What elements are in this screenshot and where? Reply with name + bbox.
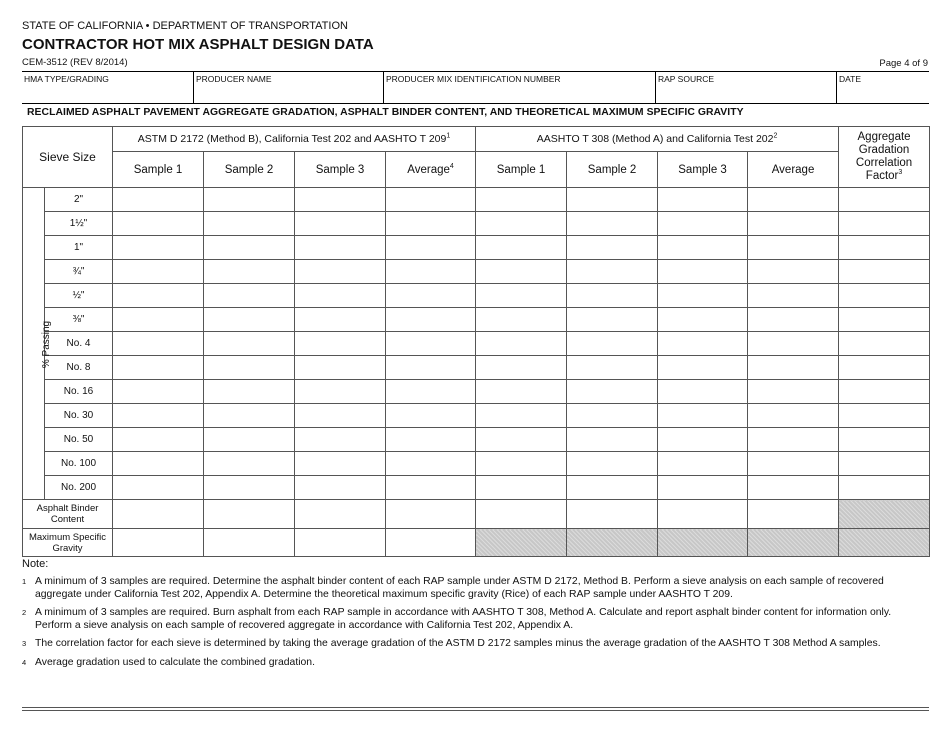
asphalt-binder-row	[23, 500, 930, 529]
gradation-entry-cell[interactable]	[295, 452, 386, 476]
gradation-entry-cell[interactable]	[204, 476, 295, 500]
gravity-entry-cell[interactable]	[113, 529, 204, 557]
gradation-entry-cell[interactable]	[476, 356, 567, 380]
gradation-entry-cell[interactable]	[748, 332, 839, 356]
gradation-entry-cell[interactable]	[113, 212, 204, 236]
sieve-row	[23, 260, 930, 284]
gradation-entry-cell[interactable]	[748, 452, 839, 476]
gradation-entry-cell[interactable]	[748, 404, 839, 428]
section-title: RECLAIMED ASPHALT PAVEMENT AGGREGATE GRADATION, ASPHALT BINDER CONTENT, AND THEORETICAL MAXIMUM SPECIFIC GRAVITY	[27, 107, 744, 118]
sieve-row	[23, 428, 930, 452]
gravity-entry-cell[interactable]	[295, 529, 386, 557]
binder-entry-cell[interactable]	[113, 500, 204, 529]
gradation-entry-cell[interactable]	[204, 308, 295, 332]
sieve-row	[23, 452, 930, 476]
gradation-entry-cell[interactable]	[476, 212, 567, 236]
gradation-entry-cell[interactable]	[204, 260, 295, 284]
sieve-label: 1½"	[45, 212, 113, 236]
gradation-entry-cell[interactable]	[567, 404, 658, 428]
rap-source-field	[656, 72, 837, 103]
gradation-entry-cell[interactable]	[658, 308, 748, 332]
gradation-entry-cell[interactable]	[567, 476, 658, 500]
gradation-entry-cell[interactable]	[476, 428, 567, 452]
gradation-entry-cell[interactable]	[567, 212, 658, 236]
rap-source-input[interactable]	[658, 84, 834, 100]
rap-data-table	[22, 126, 930, 557]
gradation-entry-cell[interactable]	[204, 188, 295, 212]
gradation-entry-cell[interactable]	[386, 236, 476, 260]
gradation-entry-cell[interactable]	[839, 260, 930, 284]
sieve-row	[23, 212, 930, 236]
gradation-entry-cell[interactable]	[748, 476, 839, 500]
gradation-entry-cell[interactable]	[658, 236, 748, 260]
gradation-entry-cell[interactable]	[567, 380, 658, 404]
gradation-entry-cell[interactable]	[658, 188, 748, 212]
gradation-entry-cell[interactable]	[386, 308, 476, 332]
page-indicator: Page 4 of 9	[879, 58, 928, 69]
percent-passing-label	[23, 188, 53, 500]
astm-group-header	[113, 127, 476, 152]
note-4	[22, 657, 929, 670]
gradation-entry-cell[interactable]	[567, 332, 658, 356]
gravity-entry-cell[interactable]	[204, 529, 295, 557]
gradation-entry-cell[interactable]	[748, 260, 839, 284]
shaded-cell	[567, 529, 658, 557]
gradation-entry-cell[interactable]	[839, 308, 930, 332]
sieve-row	[23, 476, 930, 500]
gradation-entry-cell[interactable]	[113, 308, 204, 332]
gradation-entry-cell[interactable]	[295, 476, 386, 500]
col-sample-2: Sample 2	[204, 152, 295, 188]
sieve-row	[23, 332, 930, 356]
gradation-entry-cell[interactable]	[476, 380, 567, 404]
date-label: DATE	[839, 74, 862, 84]
sieve-label: No. 16	[45, 380, 113, 404]
sieve-size-header: Sieve Size	[23, 127, 113, 188]
gradation-entry-cell[interactable]	[204, 284, 295, 308]
gradation-entry-cell[interactable]	[295, 380, 386, 404]
gradation-entry-cell[interactable]	[567, 428, 658, 452]
sieve-label: No. 200	[45, 476, 113, 500]
gradation-entry-cell[interactable]	[295, 236, 386, 260]
gradation-entry-cell[interactable]	[113, 260, 204, 284]
binder-entry-cell[interactable]	[567, 500, 658, 529]
gradation-entry-cell[interactable]	[295, 404, 386, 428]
footer-rule-2	[22, 710, 929, 711]
form-number: CEM-3512 (REV 8/2014)	[22, 57, 128, 68]
gradation-entry-cell[interactable]	[476, 404, 567, 428]
agency-line: STATE OF CALIFORNIA • DEPARTMENT OF TRANSPORTATION	[22, 20, 348, 32]
sieve-label: No. 4	[45, 332, 113, 356]
col-average-b: Average	[748, 152, 839, 188]
gradation-entry-cell[interactable]	[295, 188, 386, 212]
shaded-cell	[839, 529, 930, 557]
sieve-label: 2"	[45, 188, 113, 212]
asphalt-binder-label: Asphalt Binder Content	[23, 500, 113, 529]
agcf-label: Aggregate Gradation Correlation Factor	[855, 131, 913, 182]
col-sample-1: Sample 1	[113, 152, 204, 188]
gradation-entry-cell[interactable]	[658, 452, 748, 476]
gradation-entry-cell[interactable]	[839, 236, 930, 260]
gradation-entry-cell[interactable]	[113, 452, 204, 476]
gradation-entry-cell[interactable]	[204, 356, 295, 380]
gradation-entry-cell[interactable]	[658, 212, 748, 236]
gradation-entry-cell[interactable]	[658, 332, 748, 356]
gradation-entry-cell[interactable]	[567, 188, 658, 212]
producer-mix-id-input[interactable]	[386, 84, 653, 100]
note-1-text: A minimum of 3 samples are required. Determine the asphalt binder content of each RAP sample under ASTM D 2172, Method B. Perform a sieve analysis on each sample of recovered aggregate under California Test 202, Appendix A. Determine the theoretical maximum specific gravity (Rice) of each RAP sample under AASHTO T 209.	[35, 576, 884, 600]
note-1-number: 1	[22, 577, 27, 586]
gradation-entry-cell[interactable]	[113, 284, 204, 308]
gradation-entry-cell[interactable]	[839, 284, 930, 308]
rap-source-label: RAP SOURCE	[658, 74, 715, 84]
hma-type-field	[22, 72, 194, 103]
gradation-entry-cell[interactable]	[567, 284, 658, 308]
gradation-entry-cell[interactable]	[295, 260, 386, 284]
note-1	[22, 576, 929, 601]
sieve-label: ¾"	[45, 260, 113, 284]
gradation-entry-cell[interactable]	[476, 260, 567, 284]
date-field	[837, 72, 929, 103]
producer-name-label: PRODUCER NAME	[196, 74, 272, 84]
gradation-entry-cell[interactable]	[476, 284, 567, 308]
gradation-entry-cell[interactable]	[386, 452, 476, 476]
gradation-entry-cell[interactable]	[386, 260, 476, 284]
gradation-entry-cell[interactable]	[748, 236, 839, 260]
gradation-entry-cell[interactable]	[295, 284, 386, 308]
gradation-entry-cell[interactable]	[386, 356, 476, 380]
gradation-entry-cell[interactable]	[839, 332, 930, 356]
max-specific-gravity-label: Maximum Specific Gravity	[23, 529, 113, 557]
gradation-entry-cell[interactable]	[748, 188, 839, 212]
shaded-cell	[476, 529, 567, 557]
gradation-entry-cell[interactable]	[567, 308, 658, 332]
gradation-entry-cell[interactable]	[113, 380, 204, 404]
binder-entry-cell[interactable]	[204, 500, 295, 529]
gradation-entry-cell[interactable]	[476, 308, 567, 332]
note-3-number: 3	[22, 639, 27, 648]
sieve-row	[23, 404, 930, 428]
gradation-entry-cell[interactable]	[204, 212, 295, 236]
gradation-entry-cell[interactable]	[386, 188, 476, 212]
col-sample-3: Sample 3	[295, 152, 386, 188]
footer-rule-1	[22, 707, 929, 708]
notes-label: Note:	[22, 558, 49, 570]
note-4-number: 4	[22, 657, 27, 667]
gradation-entry-cell[interactable]	[839, 452, 930, 476]
sieve-row	[23, 188, 930, 212]
producer-mix-id-label: PRODUCER MIX IDENTIFICATION NUMBER	[386, 74, 561, 84]
gradation-entry-cell[interactable]	[204, 236, 295, 260]
producer-mix-id-field	[384, 72, 656, 103]
note-2-number: 2	[22, 608, 27, 617]
gradation-entry-cell[interactable]	[295, 212, 386, 236]
gradation-entry-cell[interactable]	[839, 404, 930, 428]
aashto-group-header	[476, 127, 839, 152]
gradation-entry-cell[interactable]	[113, 404, 204, 428]
note-2	[22, 607, 929, 632]
hma-type-label: HMA TYPE/GRADING	[24, 74, 109, 84]
col-average	[386, 152, 476, 188]
gradation-entry-cell[interactable]	[839, 476, 930, 500]
col-sample-3b: Sample 3	[658, 152, 748, 188]
gradation-entry-cell[interactable]	[839, 356, 930, 380]
sieve-row	[23, 236, 930, 260]
gradation-entry-cell[interactable]	[748, 356, 839, 380]
gradation-entry-cell[interactable]	[658, 284, 748, 308]
producer-name-input[interactable]	[196, 84, 381, 100]
note-3	[22, 638, 929, 651]
note-3-text: The correlation factor for each sieve is determined by taking the average gradation of the ASTM D 2172 samples minus the average gradation of the AASHTO T 308 Method A samples.	[35, 638, 881, 649]
gradation-entry-cell[interactable]	[386, 428, 476, 452]
astm-group-label: ASTM D 2172 (Method B), California Test 202 and AASHTO T 209	[137, 133, 447, 145]
gradation-entry-cell[interactable]	[839, 212, 930, 236]
gradation-entry-cell[interactable]	[204, 380, 295, 404]
footnote-4-ref: 4	[449, 162, 454, 170]
notes-section	[22, 558, 929, 675]
col-average-label: Average	[407, 163, 450, 176]
gradation-entry-cell[interactable]	[295, 332, 386, 356]
col-sample-2b: Sample 2	[567, 152, 658, 188]
gradation-entry-cell[interactable]	[386, 476, 476, 500]
aashto-group-label: AASHTO T 308 (Method A) and California Test 202	[536, 133, 774, 145]
binder-entry-cell[interactable]	[476, 500, 567, 529]
sieve-label: 1"	[45, 236, 113, 260]
gradation-entry-cell[interactable]	[658, 260, 748, 284]
gradation-entry-cell[interactable]	[476, 476, 567, 500]
gradation-entry-cell[interactable]	[748, 428, 839, 452]
gravity-entry-cell[interactable]	[386, 529, 476, 557]
sieve-label: No. 50	[45, 428, 113, 452]
info-bar	[22, 71, 929, 104]
gradation-entry-cell[interactable]	[204, 332, 295, 356]
shaded-cell	[748, 529, 839, 557]
gradation-entry-cell[interactable]	[113, 188, 204, 212]
gradation-entry-cell[interactable]	[748, 284, 839, 308]
gradation-entry-cell[interactable]	[658, 428, 748, 452]
gradation-entry-cell[interactable]	[386, 404, 476, 428]
sieve-row	[23, 356, 930, 380]
date-input[interactable]	[839, 84, 927, 100]
producer-name-field	[194, 72, 384, 103]
gradation-entry-cell[interactable]	[839, 188, 930, 212]
gradation-entry-cell[interactable]	[386, 212, 476, 236]
binder-entry-cell[interactable]	[748, 500, 839, 529]
gradation-entry-cell[interactable]	[839, 428, 930, 452]
footnote-1-ref: 1	[446, 132, 451, 140]
sieve-row	[23, 380, 930, 404]
gradation-entry-cell[interactable]	[386, 380, 476, 404]
gradation-entry-cell[interactable]	[204, 404, 295, 428]
gradation-entry-cell[interactable]	[748, 308, 839, 332]
max-specific-gravity-row	[23, 529, 930, 557]
gradation-entry-cell[interactable]	[567, 356, 658, 380]
gradation-entry-cell[interactable]	[113, 332, 204, 356]
gradation-entry-cell[interactable]	[204, 428, 295, 452]
sieve-row	[23, 284, 930, 308]
gradation-entry-cell[interactable]	[748, 212, 839, 236]
gradation-entry-cell[interactable]	[476, 452, 567, 476]
gradation-entry-cell[interactable]	[658, 476, 748, 500]
form-title: CONTRACTOR HOT MIX ASPHALT DESIGN DATA	[22, 36, 374, 53]
sieve-label: No. 30	[45, 404, 113, 428]
hma-type-input[interactable]	[24, 84, 191, 100]
gradation-entry-cell[interactable]	[386, 332, 476, 356]
gradation-entry-cell[interactable]	[567, 260, 658, 284]
gradation-entry-cell[interactable]	[113, 476, 204, 500]
note-2-text: A minimum of 3 samples are required. Burn asphalt from each RAP sample in accordance with AASHTO T 308, Method A. Calculate and report asphalt binder content for information only. Perform a sieve analysis on each sample of recovered aggregate in accordance with California Test 202, Appendix A.	[35, 607, 892, 631]
gradation-entry-cell[interactable]	[748, 380, 839, 404]
binder-entry-cell[interactable]	[386, 500, 476, 529]
gradation-entry-cell[interactable]	[476, 332, 567, 356]
sieve-label: No. 100	[45, 452, 113, 476]
gradation-entry-cell[interactable]	[204, 452, 295, 476]
gradation-entry-cell[interactable]	[295, 356, 386, 380]
gradation-entry-cell[interactable]	[839, 380, 930, 404]
gradation-entry-cell[interactable]	[295, 308, 386, 332]
note-4-text: Average gradation used to calculate the combined gradation.	[35, 656, 315, 668]
sieve-row	[23, 308, 930, 332]
gradation-entry-cell[interactable]	[386, 284, 476, 308]
agcf-header	[839, 127, 930, 188]
gradation-entry-cell[interactable]	[658, 356, 748, 380]
gradation-entry-cell[interactable]	[567, 236, 658, 260]
sieve-label: ½"	[45, 284, 113, 308]
gradation-entry-cell[interactable]	[295, 428, 386, 452]
percent-passing-text: % Passing	[41, 320, 53, 368]
gradation-entry-cell[interactable]	[567, 452, 658, 476]
gradation-entry-cell[interactable]	[476, 188, 567, 212]
sieve-label: ⅜"	[45, 308, 113, 332]
sieve-label: No. 8	[45, 356, 113, 380]
shaded-cell	[839, 500, 930, 529]
binder-entry-cell[interactable]	[295, 500, 386, 529]
gradation-entry-cell[interactable]	[476, 236, 567, 260]
shaded-cell	[658, 529, 748, 557]
col-sample-1b: Sample 1	[476, 152, 567, 188]
binder-entry-cell[interactable]	[658, 500, 748, 529]
footnote-3-ref: 3	[898, 169, 903, 177]
gradation-entry-cell[interactable]	[113, 356, 204, 380]
gradation-entry-cell[interactable]	[113, 236, 204, 260]
footnote-2-ref: 2	[773, 132, 778, 140]
gradation-entry-cell[interactable]	[658, 404, 748, 428]
gradation-entry-cell[interactable]	[113, 428, 204, 452]
gradation-entry-cell[interactable]	[658, 380, 748, 404]
